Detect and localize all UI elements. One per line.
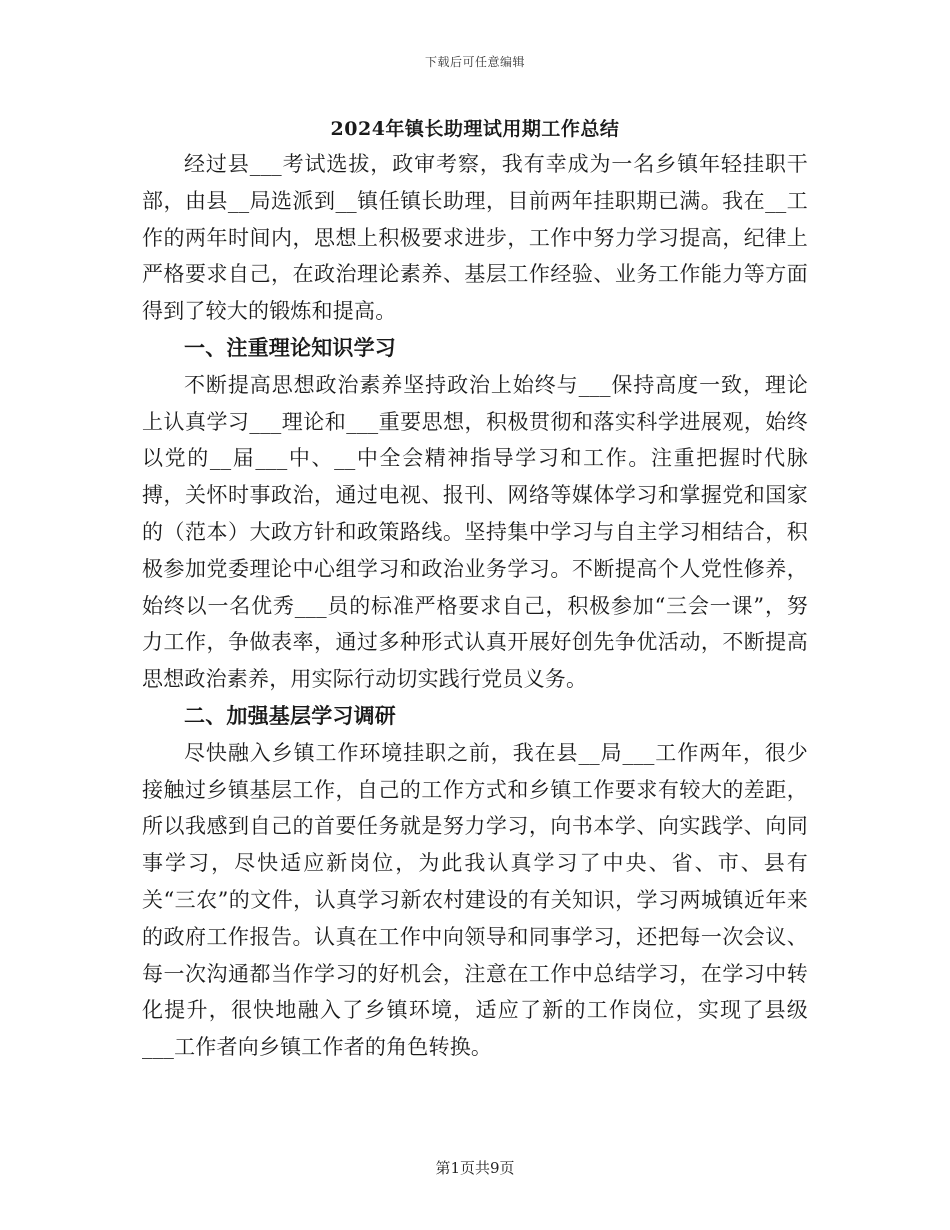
section-1-paragraph: 不断提高思想政治素养坚持政治上始终与___保持高度一致，理论上认真学习___理论和___重要思想，积极贯彻和落实科学进展观，始终以党的__届___中、__中全会精神指导学习和工作。注重把握时代脉搏，关怀时事政治，通过电视、报刊、网络等媒体学习和掌握党和国家的（范本）大政方针和政策路线。坚持集中学习与自主学习相结合，积极参加党委理论中心组学习和政治业务学习。不断提高个人党性修养，始终以一名优秀___员的标准严格要求自己，积极参加“三会一课”，努力工作，争做表率，通过多种形式认真开展好创先争优活动，不断提高思想政治素养，用实际行动切实践行党员义务。 [142,372,808,692]
section-2-heading: 二、加强基层学习调研 [184,702,396,728]
header-note: 下载后可任意编辑 [424,55,525,69]
section-2-paragraph: 尽快融入乡镇工作环境挂职之前，我在县__局___工作两年，很少接触过乡镇基层工作，自己的工作方式和乡镇工作要求有较大的差距，所以我感到自己的首要任务就是努力学习，向书本学、向实践学、向同事学习，尽快适应新岗位，为此我认真学习了中央、省、市、县有关“三农”的文件，认真学习新农村建设的有关知识，学习两城镇近年来的政府工作报告。认真在工作中向领导和同事学习，还把每一次会议、每一次沟通都当作学习的好机会，注意在工作中总结学习，在学习中转化提升，很快地融入了乡镇环境，适应了新的工作岗位，实现了县级___工作者向乡镇工作者的角色转换。 [142,740,808,1060]
intro-paragraph: 经过县___考试选拔，政审考察，我有幸成为一名乡镇年轻挂职干部，由县__局选派到__镇任镇长助理，目前两年挂职期已满。我在__工作的两年时间内，思想上积极要求进步，工作中努力学习提高，纪律上严格要求自己，在政治理论素养、基层工作经验、业务工作能力等方面得到了较大的锻炼和提高。 [142,152,808,324]
page-indicator: 第1页共9页 [435,1159,515,1177]
document-title: 2024年镇长助理试用期工作总结 [330,118,620,140]
section-1-heading: 一、注重理论知识学习 [184,334,396,360]
document-body [142,146,808,1066]
